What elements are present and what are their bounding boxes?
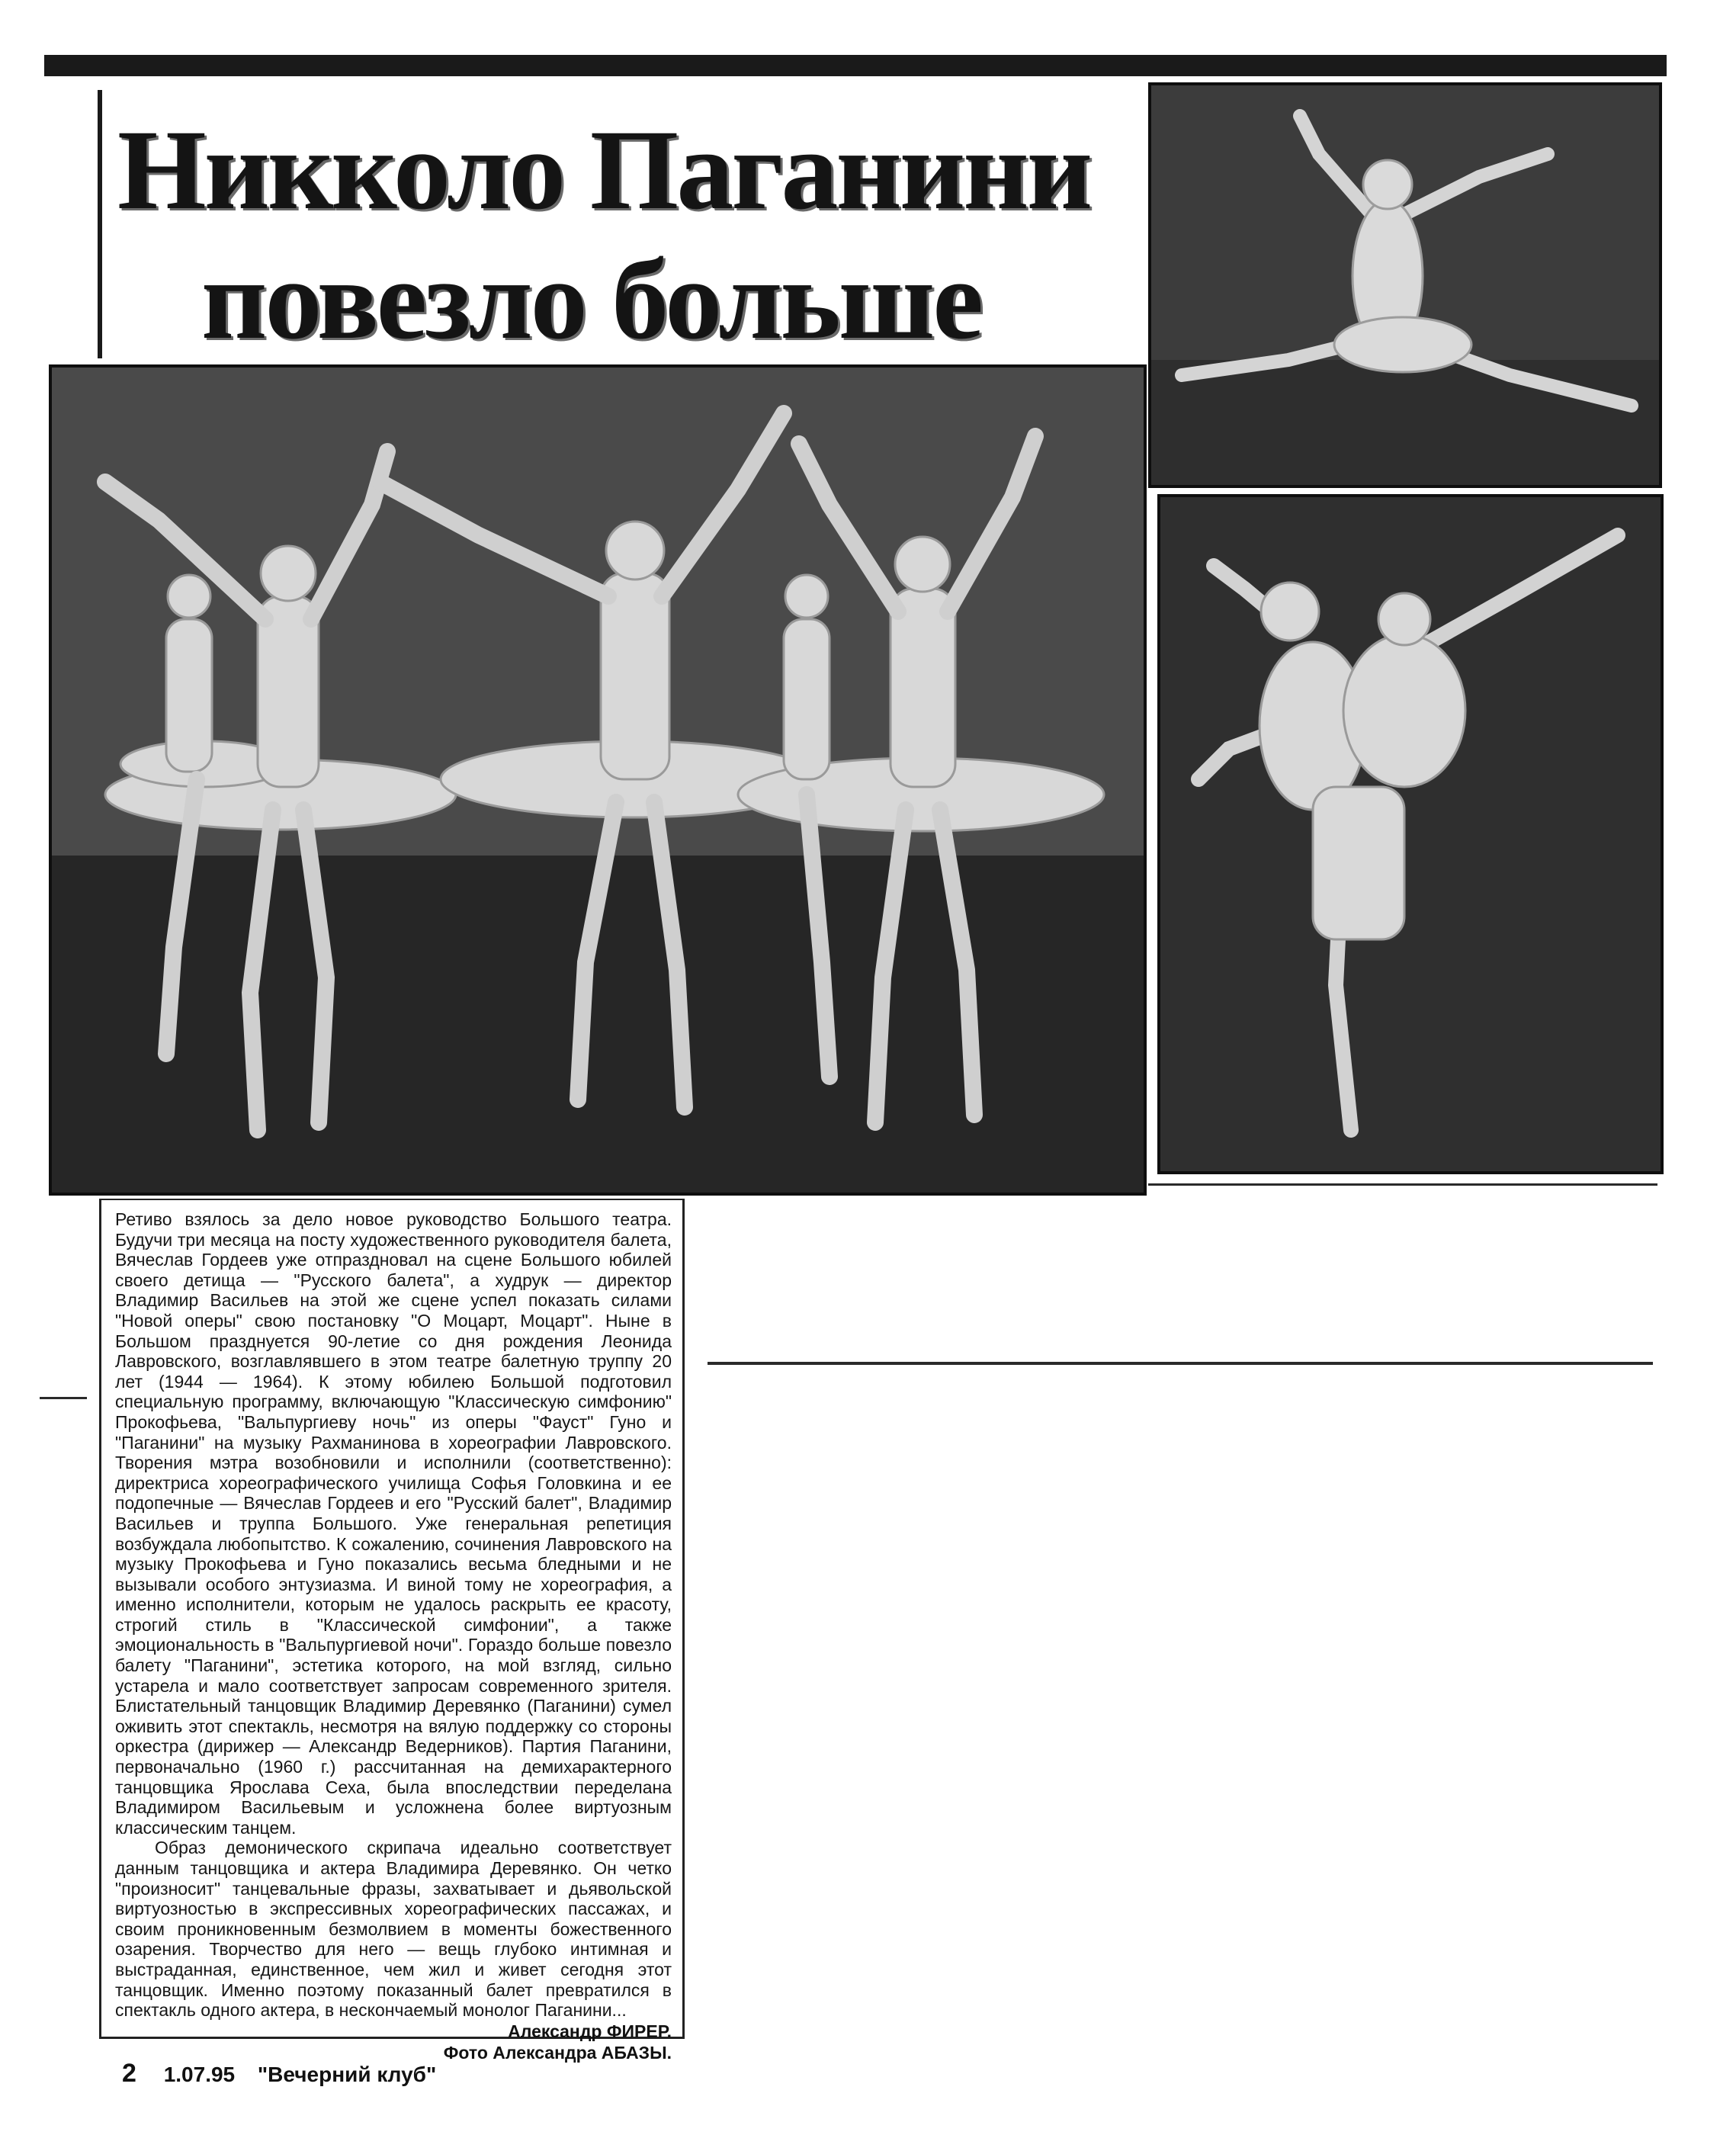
- photo-bottom-rule: [1148, 1183, 1657, 1186]
- photo-male-dancer-leap: [1148, 82, 1662, 488]
- issue-date: 1.07.95: [163, 2063, 236, 2086]
- couple-illustration: [1160, 497, 1661, 1171]
- photo-ballerinas: [49, 364, 1147, 1196]
- leap-illustration: [1151, 85, 1659, 485]
- column-divider-rule: [708, 1362, 1653, 1365]
- photo-dancing-couple: [1157, 494, 1664, 1174]
- headline-line-2: повезло больше: [201, 236, 981, 363]
- headline: [102, 90, 1131, 364]
- ballerinas-illustration: [52, 368, 1144, 1193]
- article-body: [99, 1199, 685, 2063]
- top-rule-bar: [44, 55, 1667, 76]
- photo-credit: Фото Александра АБАЗЫ.: [443, 2042, 672, 2063]
- page-number: 2: [122, 2059, 136, 2088]
- article-paragraph-2: Образ демонического скрипача идеально соответствует данным танцовщика и актера Владимира Деревянко. Он четко "произносит" танцевальные фразы, захватывает и дьявольской виртуозностью в экспрессивных хореографических пассажах, и своим проникновенным безмолвием в моменты божественного озарения. Творчество для него — вещь глубоко интимная и выстраданная, единственное, чем жил и живет сегодня этот танцовщик. Именно поэтому показанный балет превратился в спектакль одного актера, в нескончаемый монолог Паганини...: [115, 1838, 672, 2021]
- headline-line-1: Никколо Паганини: [117, 107, 1091, 233]
- article-paragraph-1: Ретиво взялось за дело новое руководство Большого театра. Будучи три месяца на посту художественного руководителя балета, Вячеслав Гордеев уже отпраздновал на сцене Большого юбилей своего детища — "Русского балета", а худрук — директор Владимир Васильев на этой же сцене успел показать силами "Новой оперы" свою постановку "О Моцарт, Моцарт". Ныне в Большом празднуется 90-летие со дня рождения Леонида Лавровского, возглавлявшего в этом театре балетную труппу 20 лет (1944 — 1964). К этому юбилею Большой подготовил специальную программу, включающую "Классическую симфонию" Прокофьева, "Вальпургиеву ночь" из оперы "Фауст" Гуно и "Паганини" на музыку Рахманинова в хореографии Лавровского. Творения мэтра возобновили и исполнили (соответственно): директриса хореографического училища Софья Головкина и ее подопечные — Вячеслав Гордеев и его "Русский балет", Владимир Васильев и труппа Большого. Уже генеральная репетиция возбуждала любопытство. К сожалению, сочинения Лавровского на музыку Прокофьева и Гуно показались весьма бледными и не вызывали особого энтузиазма. И виной тому не хореография, а именно исполнители, которым не удалось раскрыть ее красоту, строгий стиль в "Классической симфонии", а также эмоциональность в "Вальпургиевой ночи". Гораздо больше повезло балету "Паганини", эстетика которого, на мой взгляд, сильно устарела и мало соответствует запросам современного зрителя. Блистательный танцовщик Владимир Деревянко (Паганини) сумел оживить этот спектакль, несмотря на вялую поддержку со стороны оркестра (дирижер — Александр Ведерников). Партия Паганини, первоначально (1960 г.) рассчитанная на демихарактерного танцовщика Ярослава Сеха, была впоследствии переделана Владимиром Васильевым и усложнена более виртуозным классическим танцем.: [115, 1209, 672, 1838]
- newspaper-name: "Вечерний клуб": [257, 2063, 437, 2086]
- headline-box: [98, 90, 1131, 363]
- page-folio: [122, 2059, 436, 2088]
- margin-rule: [40, 1397, 87, 1399]
- author-signature: Александр ФИРЕР.: [508, 2021, 672, 2041]
